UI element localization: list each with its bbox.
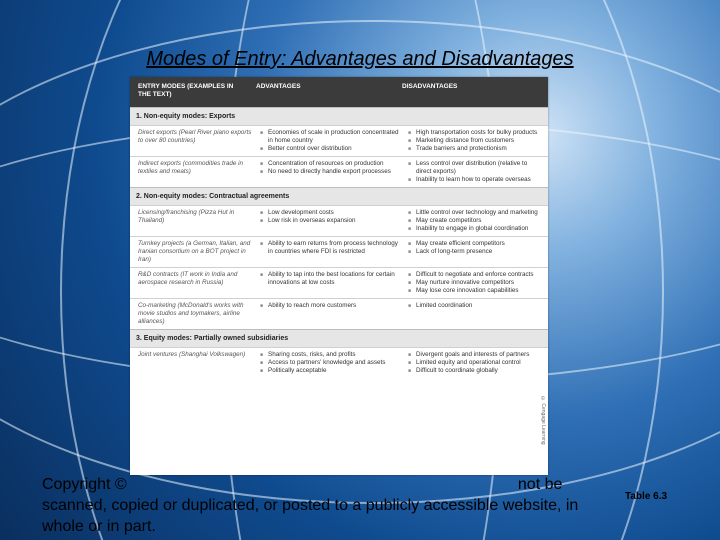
entry-mode-cell: Indirect exports (commodities trade in textiles and meats) (138, 160, 243, 175)
advantages-cell (256, 206, 404, 236)
bullet-item: ■ May nurture innovative competitors (408, 279, 544, 287)
bullet-item: ■ Ability to reach more customers (260, 302, 400, 310)
advantages-cell (256, 348, 404, 378)
table-body (130, 107, 548, 378)
bullet-item: ■ Ability to earn returns from process technology in countries where FDI is restricted (260, 240, 400, 256)
bullet-item: ■ Concentration of resources on production (260, 160, 400, 168)
bullet-item: ■ Low risk in overseas expansion (260, 217, 400, 225)
entry-mode-cell: Turnkey projects (a German, Italian, and Iranian consortium on a BOT project in Iran) (138, 240, 251, 263)
table-row (130, 236, 548, 267)
advantages-cell (256, 237, 404, 267)
bullet-item: ■ May lose core innovation capabilities (408, 287, 544, 295)
section-heading: 3. Equity modes: Partially owned subsidiaries (130, 329, 548, 347)
bullet-item: ■ Divergent goals and interests of partners (408, 351, 544, 359)
entry-mode-cell: Direct exports (Pearl River piano exports to over 80 countries) (138, 129, 252, 144)
table-row (130, 267, 548, 298)
header-entry-modes: ENTRY MODES (EXAMPLES IN THE TEXT) (138, 83, 234, 98)
bullet-item: ■ No need to directly handle export processes (260, 168, 400, 176)
bullet-item: ■ Low development costs (260, 209, 400, 217)
bullet-item: ■ Economies of scale in production concentrated in home country (260, 129, 400, 145)
header-advantages: ADVANTAGES (256, 83, 301, 90)
advantages-cell (256, 268, 404, 298)
table-label: Table 6.3 (625, 491, 668, 502)
bullet-item: ■ High transportation costs for bulky products (408, 129, 544, 137)
bullet-item: ■ Access to partners' knowledge and assets (260, 359, 400, 367)
header-disadvantages: DISADVANTAGES (402, 83, 458, 90)
section-heading: 2. Non-equity modes: Contractual agreements (130, 187, 548, 205)
disadvantages-cell (404, 237, 548, 267)
bullet-item: ■ Better control over distribution (260, 145, 400, 153)
bullet-item: ■ Ability to tap into the best locations for certain innovations at low costs (260, 271, 400, 287)
bullet-item: ■ Marketing distance from customers (408, 137, 544, 145)
advantages-cell (256, 299, 404, 329)
bullet-item: ■ Little control over technology and marketing (408, 209, 544, 217)
bullet-item: ■ May create efficient competitors (408, 240, 544, 248)
bullet-item: ■ Less control over distribution (relative to direct exports) (408, 160, 544, 176)
bullet-item: ■ Difficult to negotiate and enforce contracts (408, 271, 544, 279)
advantages-cell (256, 157, 404, 187)
table-row (130, 156, 548, 187)
table-row (130, 347, 548, 378)
bullet-item: ■ Limited coordination (408, 302, 544, 310)
disadvantages-cell (404, 348, 548, 378)
disadvantages-cell (404, 268, 548, 298)
bullet-item: ■ Inability to engage in global coordination (408, 225, 544, 233)
disadvantages-cell (404, 206, 548, 236)
bullet-item: ■ May create competitors (408, 217, 544, 225)
table-row (130, 205, 548, 236)
disadvantages-cell (404, 299, 548, 329)
entry-mode-cell: R&D contracts (IT work in India and aerospace research in Russia) (138, 271, 238, 286)
bullet-item: ■ Limited equity and operational control (408, 359, 544, 367)
table-row (130, 125, 548, 156)
modes-of-entry-table (130, 77, 548, 475)
disadvantages-cell (404, 126, 548, 156)
slide-title: Modes of Entry: Advantages and Disadvantages (146, 48, 574, 70)
bullet-item: ■ Sharing costs, risks, and profits (260, 351, 400, 359)
bullet-item: ■ Lack of long-term presence (408, 248, 544, 256)
advantages-cell (256, 126, 404, 156)
bullet-item: ■ Politically acceptable (260, 367, 400, 375)
copyright-notice: Copyright © not be scanned, copied or duplicated, or posted to a publicly accessible website, in whole or in part. (42, 476, 579, 535)
entry-mode-cell: Joint ventures (Shanghai Volkswagen) (138, 351, 246, 358)
bullet-item: ■ Trade barriers and protectionism (408, 145, 544, 153)
disadvantages-cell (404, 157, 548, 187)
image-credit: © Cengage Learning (540, 396, 546, 445)
section-heading: 1. Non-equity modes: Exports (130, 107, 548, 125)
entry-mode-cell: Licensing/franchising (Pizza Hut in Thailand) (138, 209, 235, 224)
table-header (130, 77, 548, 107)
bullet-item: ■ Difficult to coordinate globally (408, 367, 544, 375)
table-row (130, 298, 548, 329)
bullet-item: ■ Inability to learn how to operate overseas (408, 176, 544, 184)
entry-mode-cell: Co-marketing (McDonald's works with movie studios and toymakers, airline alliances) (138, 302, 244, 325)
